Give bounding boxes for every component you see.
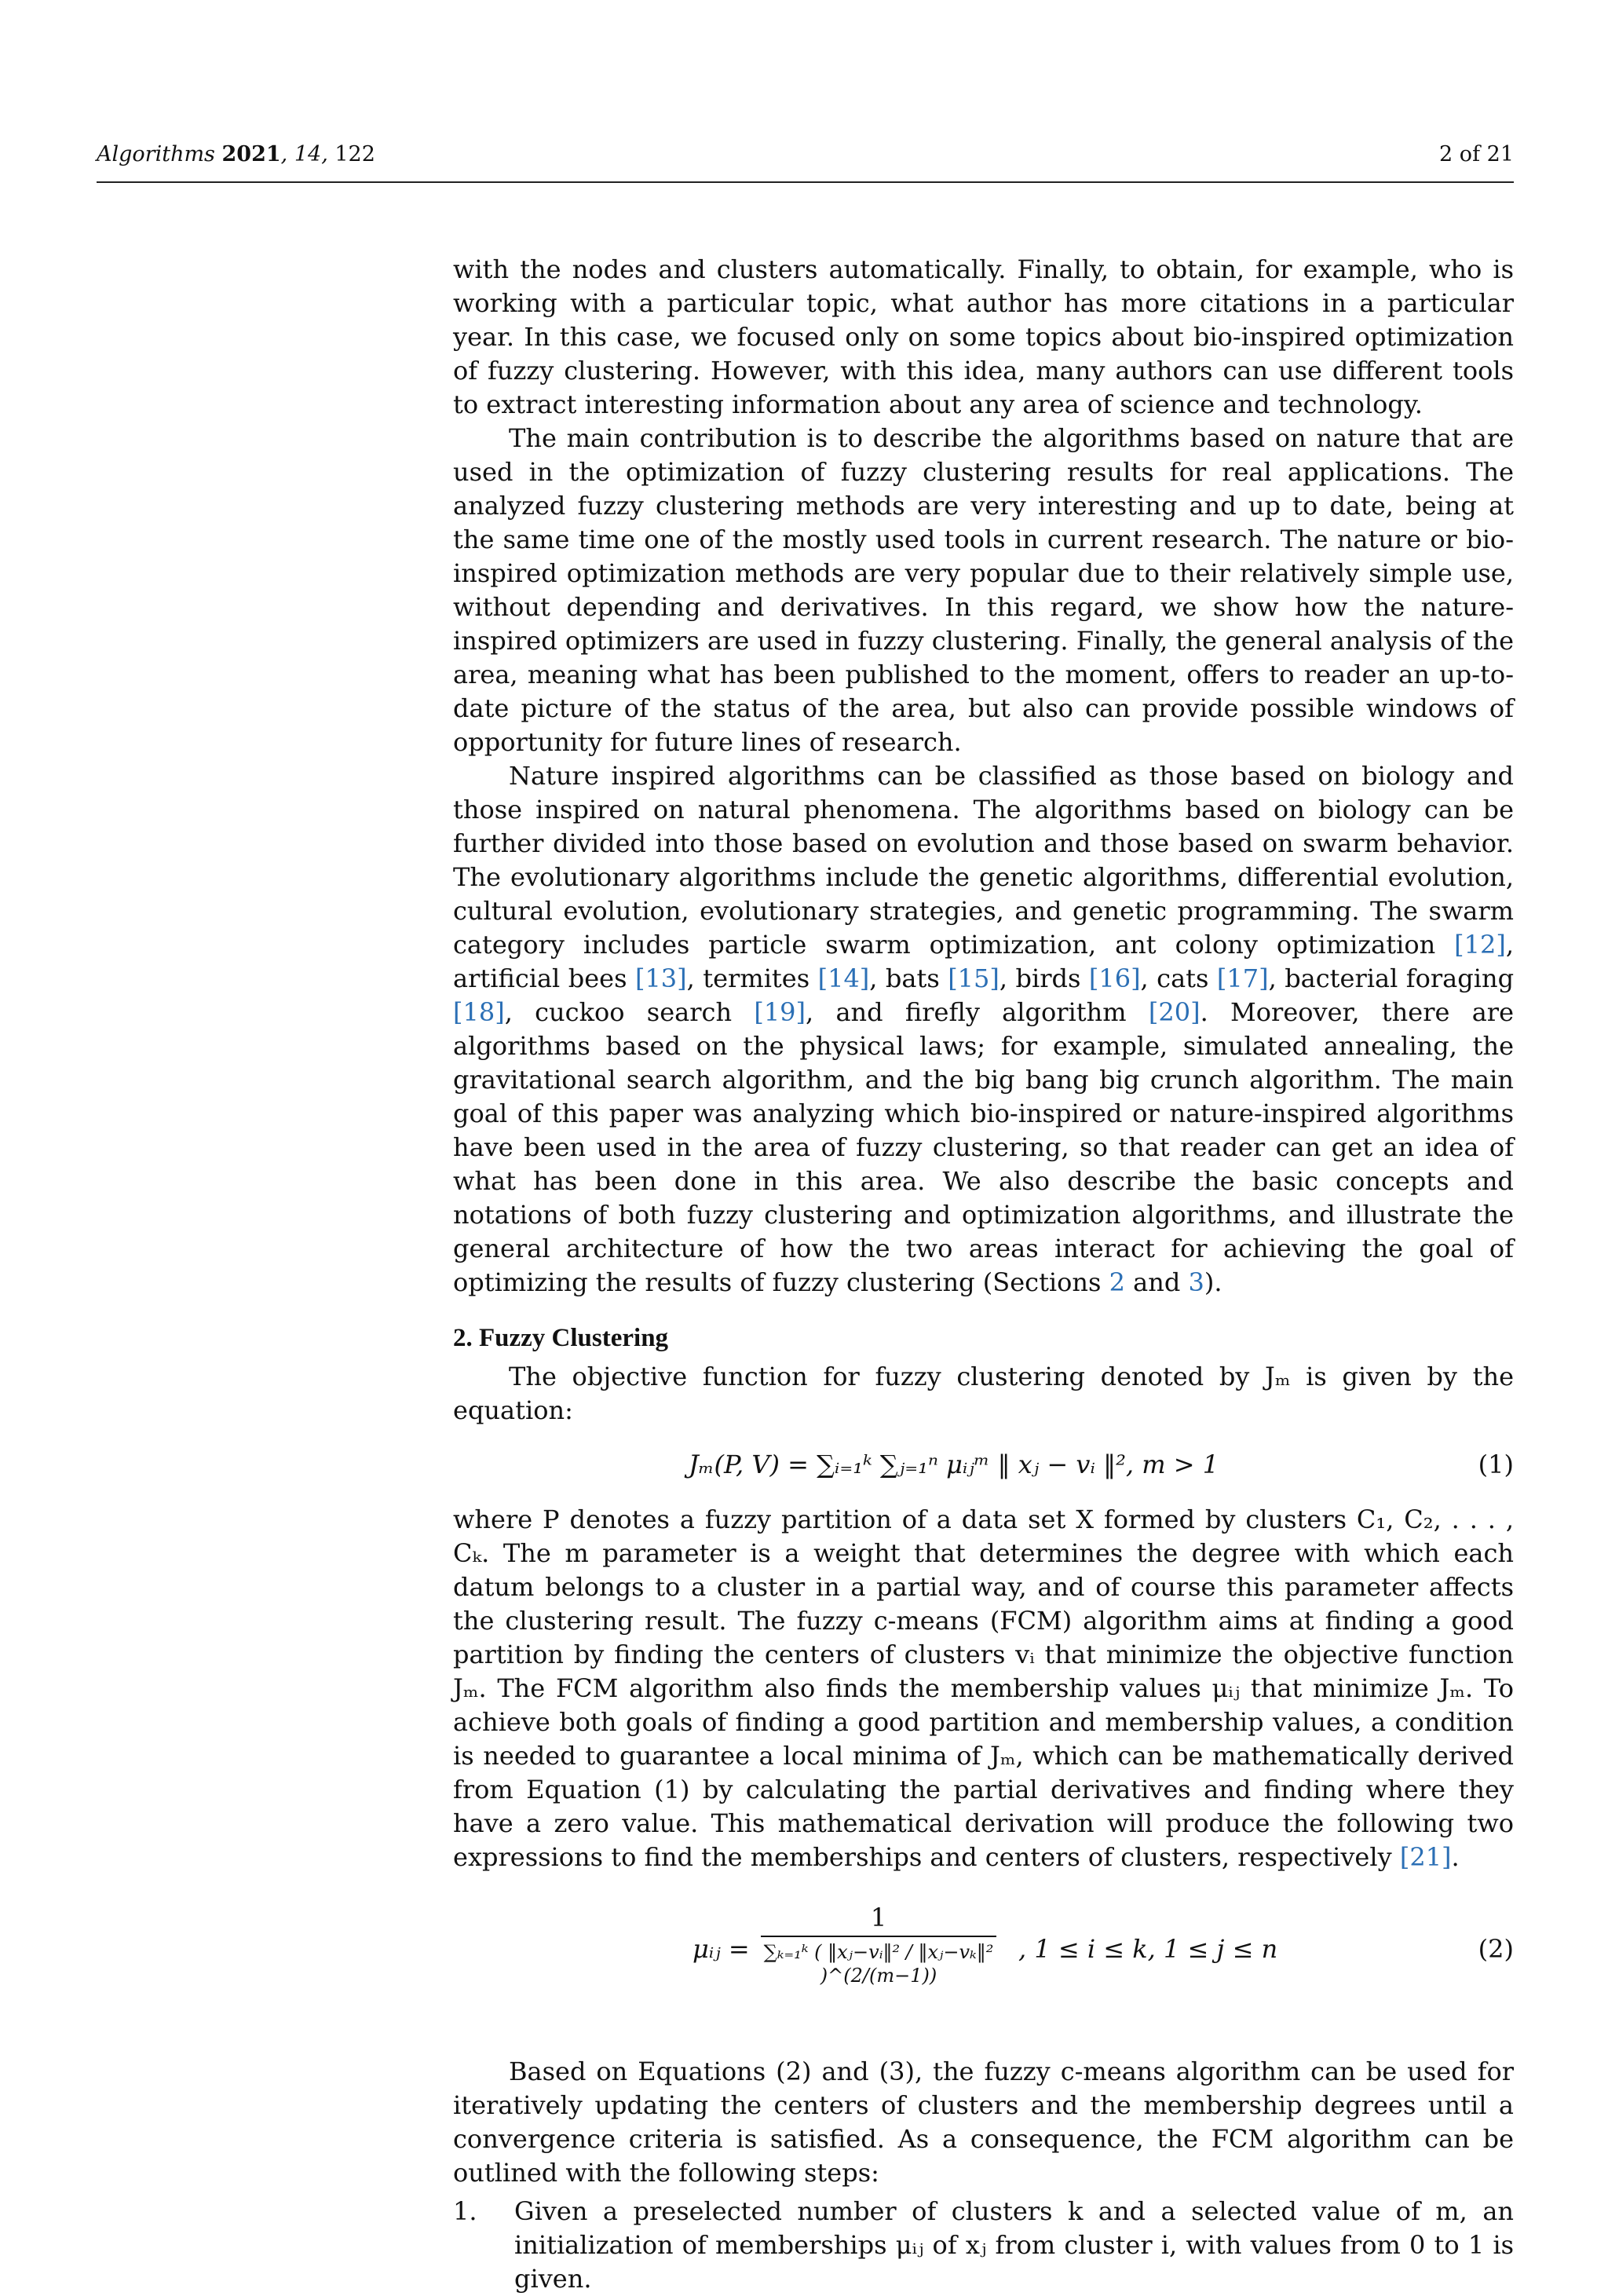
text-run: , cats: [1140, 963, 1217, 993]
citation-link[interactable]: [13]: [634, 963, 687, 993]
fraction-bar: [761, 1936, 996, 1937]
text-run: , birds: [999, 963, 1089, 993]
citation-link[interactable]: [12]: [1454, 930, 1506, 960]
paragraph-4: The objective function for fuzzy clustering denoted by Jₘ is given by the equation:: [453, 1362, 1514, 1425]
text-run: , artificial bees: [453, 930, 1514, 993]
text-run: , bacterial foraging: [1268, 963, 1515, 993]
paragraph-1: with the nodes and clusters automatically. Finally, to obtain, for example, who is working with a particular topic, what author has more citations in a particular year. In this case, we focused only on some topics about bio-inspired optimization of fuzzy clustering. However, with this idea, many authors can use different tools to extract interesting information about any area of science and technology.: [453, 254, 1514, 419]
equation-2-lhs: μᵢⱼ =: [693, 1934, 750, 1964]
citation-link[interactable]: [21]: [1399, 1842, 1452, 1872]
page-number: 2 of 21: [1439, 142, 1514, 166]
equation-2-condition: , 1 ≤ i ≤ k, 1 ≤ j ≤ n: [1018, 1934, 1278, 1964]
journal-volume: 14: [294, 142, 322, 166]
citation-link[interactable]: [15]: [948, 963, 1000, 993]
equation-1-body: Jₘ(P, V) = ∑ᵢ₌₁ᵏ ∑ⱼ₌₁ⁿ μᵢⱼᵐ ‖ xⱼ − vᵢ ‖², m > 1: [689, 1450, 1219, 1479]
citation-link[interactable]: [19]: [754, 997, 806, 1027]
citation-link[interactable]: [14]: [817, 963, 870, 993]
list-item: [453, 2195, 1514, 2296]
text-run: .: [1451, 1842, 1460, 1872]
text-run: ).: [1204, 1267, 1222, 1297]
algorithm-steps: [453, 2195, 1514, 2296]
text-run: Nature inspired algorithms can be classified as those based on biology and those inspired on natural phenomena. The algorithms based on biology can be further divided into those based on evolution and those based on swarm behavior. The evolutionary algorithms include the genetic algorithms, differential evolution, cultural evolution, evolutionary strategies, and genetic programming. The swarm category includes particle swarm optimization, ant colony optimization: [453, 761, 1514, 960]
paragraph-3: [453, 759, 1514, 1300]
section-link[interactable]: 3: [1188, 1267, 1204, 1297]
text-run: , and firefly algorithm: [806, 997, 1149, 1027]
citation-link[interactable]: [16]: [1088, 963, 1141, 993]
paragraph-2: The main contribution is to describe the algorithms based on nature that are used in the optimization of fuzzy clustering results for real applications. The analyzed fuzzy clustering methods are very interesting and up to date, being at the same time one of the mostly used tools in current research. The nature or bio-inspired optimization methods are very popular due to their relatively simple use, without depending and derivatives. In this regard, we show how the nature-inspired optimizers are used in fuzzy clustering. Finally, the general analysis of the area, meaning what has been published to the moment, offers to reader an up-to-date picture of the status of the area, but also can provide possible windows of opportunity for future lines of research.: [453, 423, 1514, 757]
text-run: . Moreover, there are algorithms based on the physical laws; for example, simulated annealing, the gravitational search algorithm, and the big bang big crunch algorithm. The main goal of this paper was analyzing which bio-inspired or nature-inspired algorithms have been used in the area of fuzzy clustering, so that reader can get an idea of what has been done in this area. We also describe the basic concepts and notations of both fuzzy clustering and optimization algorithms, and illustrate the general architecture of how the two areas interact for achieving the goal of optimizing the results of fuzzy clustering (Sections: [453, 997, 1515, 1297]
equation-2-number: (2): [1478, 1934, 1514, 1964]
journal-name: Algorithms: [97, 142, 215, 166]
section-heading: 2. Fuzzy Clustering: [453, 1324, 669, 1352]
text-run: , termites: [686, 963, 818, 993]
list-marker: 1.: [453, 2196, 477, 2226]
equation-1-number: (1): [1478, 1450, 1514, 1479]
citation-link[interactable]: [17]: [1216, 963, 1269, 993]
equation-2-denominator: ∑ₖ₌₁ᵏ ( ‖xⱼ−vᵢ‖² / ‖xⱼ−vₖ‖² )^(2/(m−1)): [763, 1941, 994, 1987]
text-run: and: [1124, 1267, 1189, 1297]
equation-2-fraction: [761, 1901, 996, 1987]
citation-link[interactable]: [18]: [453, 997, 505, 1027]
text-run: , cuckoo search: [504, 997, 755, 1027]
equation-1: [453, 1432, 1514, 1500]
equation-2-numerator: 1: [870, 1903, 887, 1932]
section-link[interactable]: 2: [1109, 1267, 1125, 1297]
paragraph-5: [453, 1503, 1514, 1874]
main-text: [453, 253, 1514, 2296]
page-header: [97, 137, 1514, 183]
citation-link[interactable]: [20]: [1148, 997, 1201, 1027]
journal-citation: Algorithms 2021, 14, 122: [97, 142, 375, 166]
journal-article: 122: [334, 142, 375, 166]
paragraph-6: Based on Equations (2) and (3), the fuzzy c-means algorithm can be used for iteratively updating the centers of clusters and the membership degrees until a convergence criteria is satisfied. As a consequence, the FCM algorithm can be outlined with the following steps:: [453, 2057, 1514, 2188]
text-run: , bats: [869, 963, 948, 993]
journal-year: 2021: [221, 142, 281, 166]
list-item-text: Given a preselected number of clusters k and a selected value of m, an initialization of memberships μᵢⱼ of xⱼ from cluster i, with values from 0 to 1 is given.: [514, 2196, 1514, 2294]
equation-2: [453, 1879, 1514, 2044]
text-run: where P denotes a fuzzy partition of a data set X formed by clusters C₁, C₂, . . . , Cₖ. The m parameter is a weight that determines the degree with which each datum belongs to a cluster in a partial way, and of course this parameter affects the clustering result. The fuzzy c-means (FCM) algorithm aims at finding a good partition by finding the centers of clusters vᵢ that minimize the objective function Jₘ. The FCM algorithm also finds the membership values μᵢⱼ that minimize Jₘ. To achieve both goals of finding a good partition and membership values, a condition is needed to guarantee a local minima of Jₘ, which can be mathematically derived from Equation (1) by calculating the partial derivatives and finding where they have a zero value. This mathematical derivation will produce the following two expressions to find the memberships and centers of clusters, respectively: [453, 1504, 1514, 1872]
